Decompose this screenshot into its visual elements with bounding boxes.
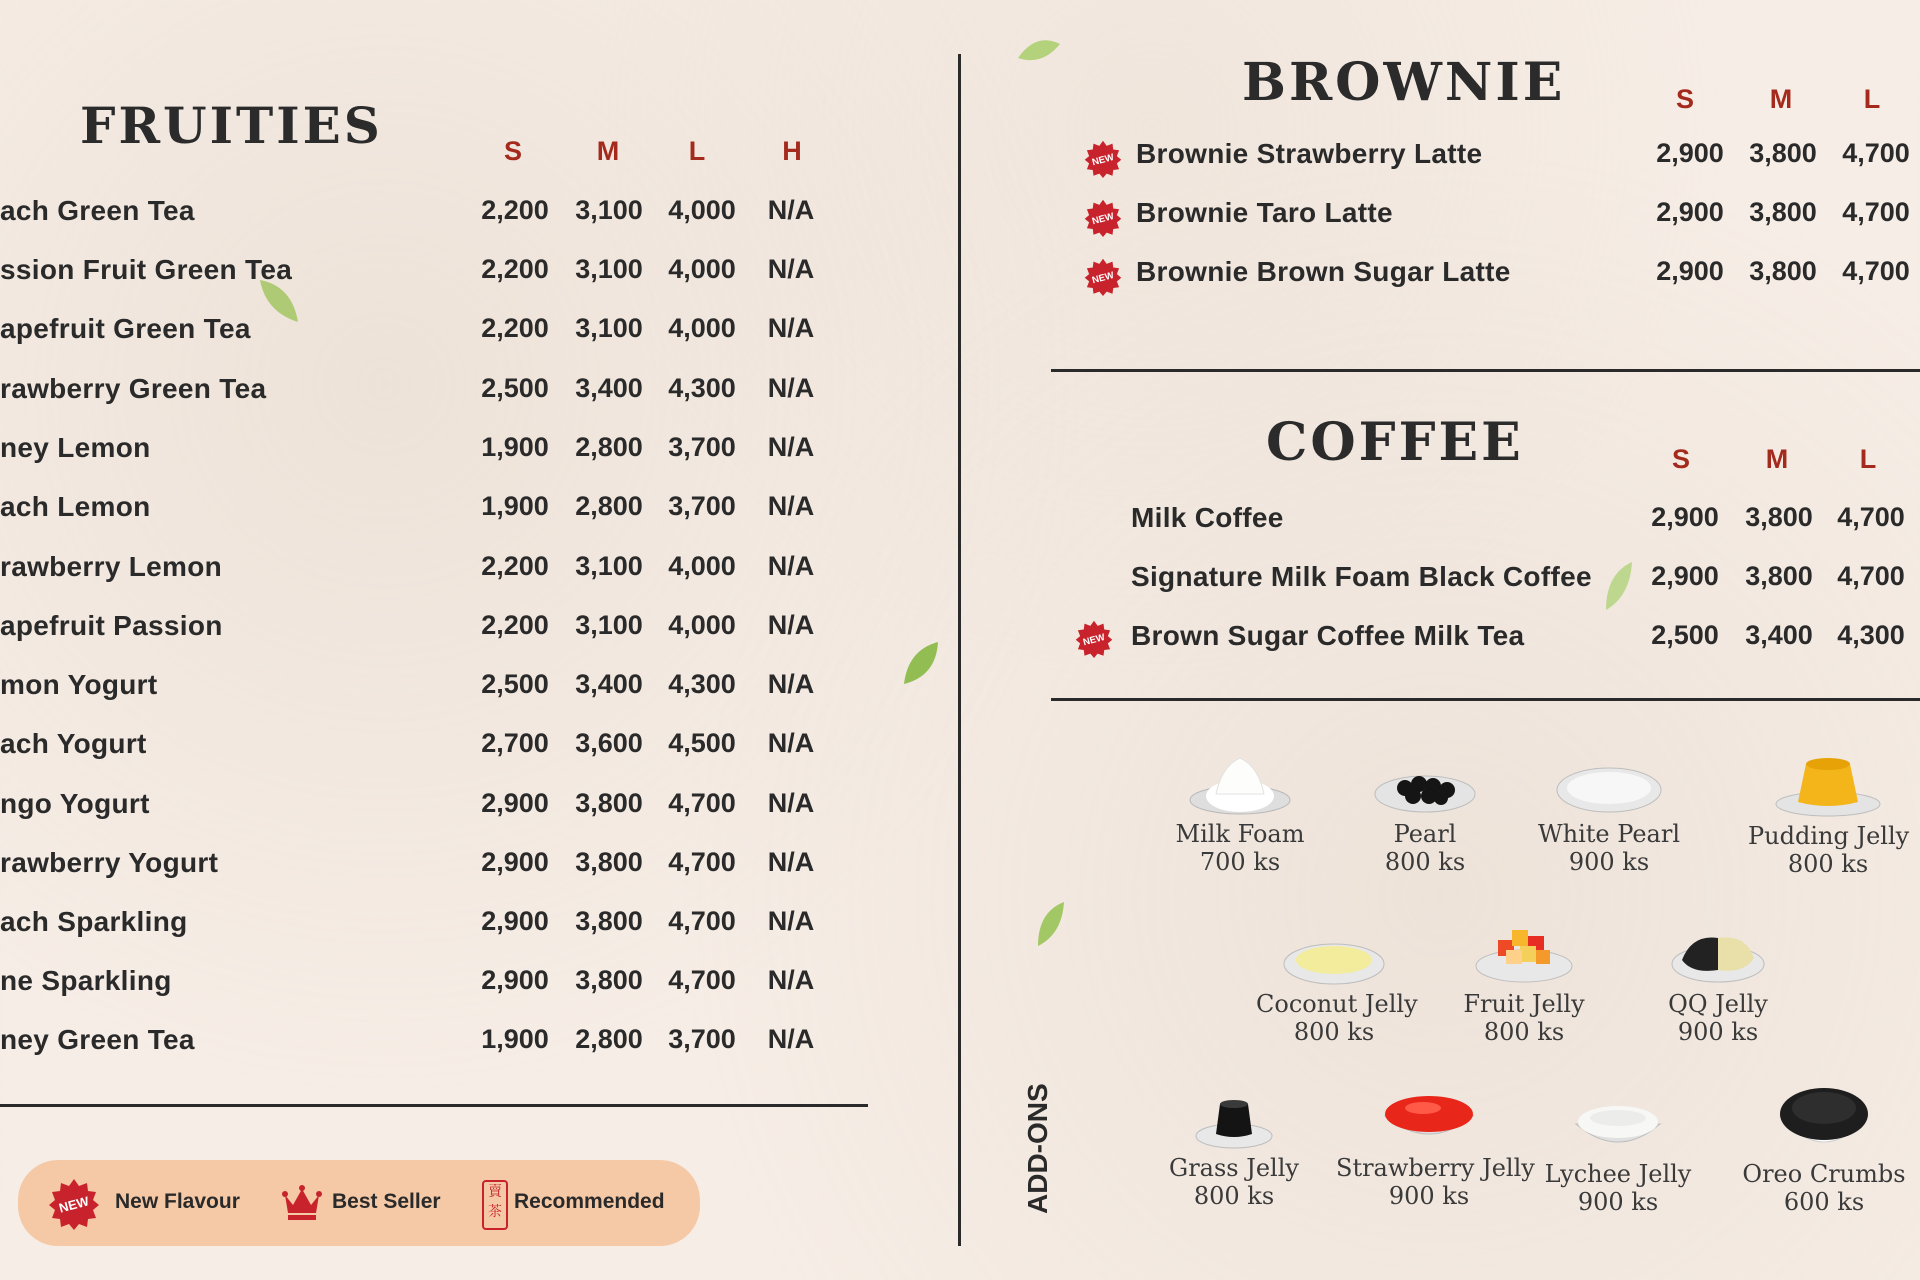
leaf-decoration-icon	[256, 276, 302, 326]
price-l: 4,300	[668, 669, 736, 699]
new-badge-icon	[1084, 258, 1122, 296]
price-m: 3,800	[1745, 502, 1813, 532]
price-m: 3,100	[575, 551, 643, 581]
price-l: 3,700	[668, 1024, 736, 1054]
price-s: 2,500	[481, 373, 549, 403]
leaf-decoration-icon	[1602, 560, 1636, 612]
fruities-divider	[0, 1104, 868, 1107]
addon-item	[1256, 930, 1418, 1046]
price-h: N/A	[767, 1024, 815, 1054]
price-l: 4,700	[1837, 561, 1905, 591]
price-l: 3,700	[668, 491, 736, 521]
item-name: mon Yogurt	[0, 669, 158, 700]
center-divider	[958, 54, 961, 1246]
brownie-size-s: S	[1675, 84, 1694, 114]
legend-bar	[18, 1160, 700, 1246]
legend-new-badge-text: NEW	[57, 1193, 91, 1216]
legend-recommended-label: Recommended	[514, 1190, 665, 1213]
addon-price: 800 ks	[1293, 1018, 1375, 1046]
addon-item	[1446, 916, 1602, 1046]
price-l: 4,700	[1842, 138, 1910, 168]
price-l: 4,000	[668, 254, 736, 284]
addon-name: Pearl	[1393, 820, 1457, 848]
price-s: 2,900	[481, 965, 549, 995]
addon-item	[1164, 1094, 1304, 1210]
addon-price: 800 ks	[1787, 850, 1869, 878]
price-m: 3,600	[575, 728, 643, 758]
price-l: 4,700	[1842, 197, 1910, 227]
price-m: 3,800	[575, 788, 643, 818]
item-name: Milk Coffee	[1131, 502, 1284, 533]
new-badge-icon	[48, 1178, 100, 1230]
price-h: N/A	[767, 669, 815, 699]
addon-price: 800 ks	[1193, 1182, 1275, 1210]
new-badge-text: NEW	[1090, 269, 1116, 287]
addon-name: Coconut Jelly	[1256, 990, 1418, 1018]
price-l: 4,700	[1842, 256, 1910, 286]
fruities-title: FRUITIES	[80, 96, 383, 155]
brownie-divider	[1051, 369, 1920, 372]
leaf-decoration-icon	[1034, 900, 1068, 948]
fruit-jelly-icon	[1472, 916, 1576, 986]
price-m: 3,100	[575, 195, 643, 225]
price-s: 1,900	[481, 432, 549, 462]
item-name: ney Lemon	[0, 432, 151, 463]
new-badge-text: NEW	[1081, 631, 1107, 649]
coffee-size-m: M	[1765, 444, 1789, 474]
coffee-title: COFFEE	[1266, 412, 1524, 473]
item-name: ngo Yogurt	[0, 788, 150, 819]
item-name: Brownie Strawberry Latte	[1136, 138, 1483, 169]
new-badge-icon	[1084, 140, 1122, 178]
price-m: 3,800	[1749, 197, 1817, 227]
oreo-crumbs-icon	[1774, 1076, 1874, 1156]
addons-label: ADD-ONS	[1022, 1083, 1053, 1214]
price-l: 4,700	[668, 788, 736, 818]
new-badge-text: NEW	[1090, 151, 1116, 169]
price-m: 2,800	[575, 1024, 643, 1054]
crown-icon	[282, 1185, 322, 1221]
price-s: 2,900	[1656, 256, 1724, 286]
addon-item	[1540, 1100, 1696, 1216]
new-badge-icon	[1075, 620, 1113, 658]
new-badge-icon	[1084, 199, 1122, 237]
strawberry-jelly-icon	[1379, 1094, 1479, 1150]
price-s: 2,900	[481, 788, 549, 818]
recommended-stamp-text: 賣茶	[488, 1184, 502, 1220]
addon-item	[1531, 756, 1687, 876]
price-m: 3,400	[575, 373, 643, 403]
price-s: 2,900	[1651, 561, 1719, 591]
addon-price: 900 ks	[1568, 848, 1650, 876]
price-h: N/A	[767, 254, 815, 284]
addon-price: 900 ks	[1677, 1018, 1759, 1046]
price-s: 1,900	[481, 1024, 549, 1054]
price-h: N/A	[767, 551, 815, 581]
item-name: rawberry Lemon	[0, 551, 223, 582]
price-l: 4,000	[668, 313, 736, 343]
addon-price: 700 ks	[1199, 848, 1281, 876]
price-h: N/A	[767, 788, 815, 818]
price-h: N/A	[767, 491, 815, 521]
price-s: 2,900	[481, 847, 549, 877]
price-s: 2,500	[481, 669, 549, 699]
price-m: 2,800	[575, 491, 643, 521]
item-name: Signature Milk Foam Black Coffee	[1131, 561, 1592, 592]
price-s: 2,200	[481, 313, 549, 343]
white-pearl-icon	[1555, 756, 1663, 816]
leaf-decoration-icon	[1016, 36, 1062, 66]
price-h: N/A	[767, 906, 815, 936]
fruities-size-s: S	[503, 136, 522, 166]
fruities-size-h: H	[782, 136, 802, 166]
pudding-jelly-icon	[1774, 752, 1882, 818]
price-h: N/A	[767, 610, 815, 640]
coffee-size-s: S	[1671, 444, 1690, 474]
price-s: 1,900	[481, 491, 549, 521]
price-m: 3,100	[575, 313, 643, 343]
item-name: rawberry Green Tea	[0, 373, 267, 404]
price-s: 2,900	[1651, 502, 1719, 532]
leaf-decoration-icon	[902, 640, 942, 686]
addon-name: Milk Foam	[1175, 820, 1305, 848]
price-l: 4,000	[668, 195, 736, 225]
addon-price: 800 ks	[1384, 848, 1466, 876]
price-m: 3,400	[575, 669, 643, 699]
price-l: 4,700	[668, 847, 736, 877]
price-l: 4,300	[1837, 620, 1905, 650]
addon-name: Pudding Jelly	[1748, 822, 1910, 850]
coconut-jelly-icon	[1282, 930, 1386, 986]
price-s: 2,900	[1656, 138, 1724, 168]
coffee-size-l: L	[1859, 444, 1877, 474]
legend-new-label: New Flavour	[115, 1190, 240, 1213]
price-s: 2,200	[481, 610, 549, 640]
addon-name: QQ Jelly	[1668, 990, 1768, 1018]
item-name: ach Sparkling	[0, 906, 188, 937]
addon-name: Oreo Crumbs	[1742, 1160, 1906, 1188]
price-l: 4,000	[668, 610, 736, 640]
addon-name: Fruit Jelly	[1463, 990, 1585, 1018]
legend-best-label: Best Seller	[332, 1190, 441, 1213]
addon-name: Lychee Jelly	[1544, 1160, 1692, 1188]
brownie-title: BROWNIE	[1242, 52, 1566, 113]
addon-item	[1350, 756, 1500, 876]
price-l: 4,700	[1837, 502, 1905, 532]
price-h: N/A	[767, 965, 815, 995]
price-l: 4,700	[668, 965, 736, 995]
price-l: 4,000	[668, 551, 736, 581]
addon-price: 900 ks	[1388, 1182, 1470, 1210]
price-s: 2,200	[481, 254, 549, 284]
price-h: N/A	[767, 432, 815, 462]
item-name: ne Sparkling	[0, 965, 172, 996]
pearl-icon	[1373, 756, 1477, 816]
new-badge-text: NEW	[1090, 210, 1116, 228]
item-name: ney Green Tea	[0, 1024, 195, 1055]
fruities-size-l: L	[688, 136, 706, 166]
brownie-size-m: M	[1769, 84, 1793, 114]
addon-price: 800 ks	[1483, 1018, 1565, 1046]
addon-item	[1748, 752, 1908, 878]
price-h: N/A	[767, 373, 815, 403]
item-name: ach Yogurt	[0, 728, 147, 759]
price-m: 2,800	[575, 432, 643, 462]
grass-jelly-icon	[1194, 1094, 1274, 1150]
price-h: N/A	[767, 728, 815, 758]
price-l: 3,700	[668, 432, 736, 462]
price-h: N/A	[767, 313, 815, 343]
price-m: 3,400	[1745, 620, 1813, 650]
price-m: 3,100	[575, 610, 643, 640]
item-name: rawberry Yogurt	[0, 847, 219, 878]
addon-price: 900 ks	[1577, 1188, 1659, 1216]
fruities-size-m: M	[596, 136, 620, 166]
item-name: Brown Sugar Coffee Milk Tea	[1131, 620, 1525, 651]
brownie-size-l: L	[1863, 84, 1881, 114]
price-h: N/A	[767, 847, 815, 877]
price-l: 4,500	[668, 728, 736, 758]
item-name: apefruit Green Tea	[0, 313, 251, 344]
price-s: 2,900	[1656, 197, 1724, 227]
price-s: 2,200	[481, 195, 549, 225]
lychee-jelly-icon	[1570, 1100, 1666, 1156]
price-m: 3,800	[1745, 561, 1813, 591]
item-name: ach Lemon	[0, 491, 151, 522]
price-s: 2,700	[481, 728, 549, 758]
price-m: 3,800	[575, 965, 643, 995]
item-name: ach Green Tea	[0, 195, 195, 226]
item-name: apefruit Passion	[0, 610, 223, 641]
item-name: ssion Fruit Green Tea	[0, 254, 293, 285]
price-l: 4,300	[668, 373, 736, 403]
coffee-divider	[1051, 698, 1920, 701]
price-s: 2,900	[481, 906, 549, 936]
price-s: 2,200	[481, 551, 549, 581]
qq-jelly-icon	[1670, 920, 1766, 986]
addon-item	[1165, 748, 1315, 876]
addon-item	[1640, 920, 1796, 1046]
addon-name: Strawberry Jelly	[1336, 1154, 1535, 1182]
price-m: 3,800	[575, 847, 643, 877]
price-h: N/A	[767, 195, 815, 225]
item-name: Brownie Taro Latte	[1136, 197, 1393, 228]
addon-name: Grass Jelly	[1169, 1154, 1299, 1182]
price-m: 3,800	[1749, 256, 1817, 286]
price-s: 2,500	[1651, 620, 1719, 650]
price-m: 3,800	[575, 906, 643, 936]
addon-item	[1336, 1094, 1535, 1210]
addon-item	[1736, 1076, 1912, 1216]
recommended-stamp-icon	[482, 1180, 508, 1230]
milk-foam-icon	[1188, 748, 1292, 816]
addon-price: 600 ks	[1783, 1188, 1865, 1216]
price-m: 3,100	[575, 254, 643, 284]
item-name: Brownie Brown Sugar Latte	[1136, 256, 1511, 287]
price-l: 4,700	[668, 906, 736, 936]
addon-name: White Pearl	[1537, 820, 1680, 848]
price-m: 3,800	[1749, 138, 1817, 168]
